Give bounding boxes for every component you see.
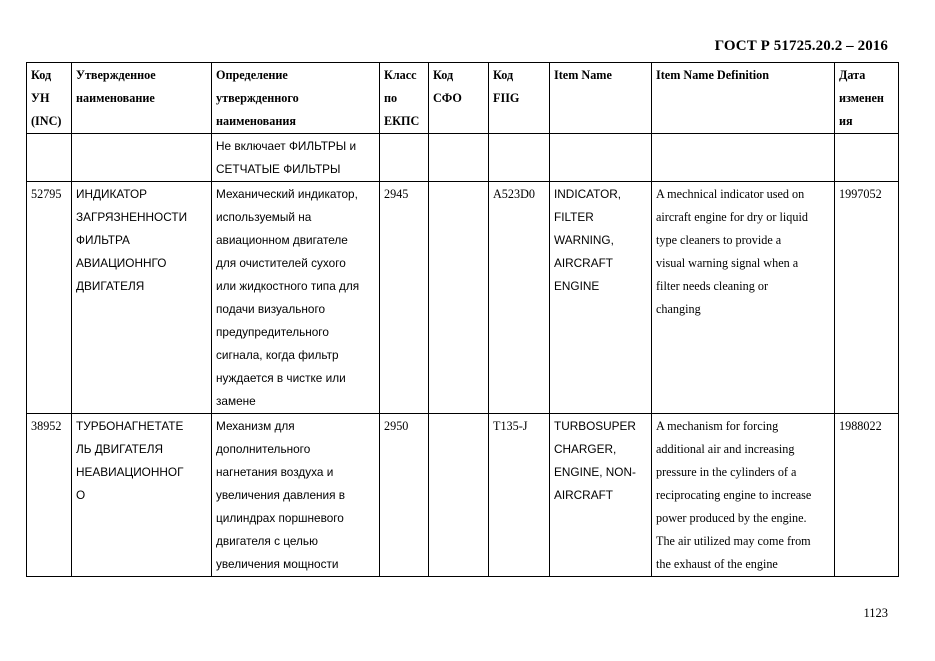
header-inc: Код УН (INC) <box>27 63 72 134</box>
header-sfo: Код СФО <box>429 63 489 134</box>
table-header-row <box>27 63 899 134</box>
cell-definition-en <box>652 134 835 182</box>
header-item-name: Item Name <box>550 63 652 134</box>
cell-inc <box>27 134 72 182</box>
catalog-table <box>26 62 899 577</box>
cell-sfo <box>429 414 489 577</box>
cell-date: 1997052 <box>835 182 899 414</box>
header-approved-name: Утвержденное наименование <box>72 63 212 134</box>
header-item-definition: Item Name Definition <box>652 63 835 134</box>
cell-definition-ru: Механический индикатор, используемый на авиационном двигателе для очистителей сухого или жидкостного типа для подачи визуального предупредительного сигнала, когда фильтр нуждается в чистке или замене <box>212 182 380 414</box>
document-code: ГОСТ Р 51725.20.2 – 2016 <box>714 38 888 54</box>
header-fiig: Код FIIG <box>489 63 550 134</box>
table-row <box>27 414 899 577</box>
cell-sfo <box>429 182 489 414</box>
cell-class: 2950 <box>380 414 429 577</box>
header-date: Дата изменен ия <box>835 63 899 134</box>
cell-item-name: INDICATOR, FILTER WARNING, AIRCRAFT ENGINE <box>550 182 652 414</box>
cell-fiig: T135-J <box>489 414 550 577</box>
cell-inc: 52795 <box>27 182 72 414</box>
cell-definition-en: A mechanism for forcing additional air and increasing pressure in the cylinders of a reciprocating engine to increase power produced by the engine. The air utilized may come from the exhaust of the engine <box>652 414 835 577</box>
header-class: Класс по ЕКПС <box>380 63 429 134</box>
cell-definition-en: A mechnical indicator used on aircraft engine for dry or liquid type cleaners to provide a visual warning signal when a filter needs cleaning or changing <box>652 182 835 414</box>
cell-item-name <box>550 134 652 182</box>
cell-class <box>380 134 429 182</box>
table-row <box>27 134 899 182</box>
table-row <box>27 182 899 414</box>
cell-name-ru <box>72 134 212 182</box>
cell-sfo <box>429 134 489 182</box>
cell-name-ru: ИНДИКАТОР ЗАГРЯЗНЕННОСТИ ФИЛЬТРА АВИАЦИОННГО ДВИГАТЕЛЯ <box>72 182 212 414</box>
cell-definition-ru: Механизм для дополнительного нагнетания воздуха и увеличения давления в цилиндрах поршневого двигателя с целью увеличения мощности <box>212 414 380 577</box>
cell-name-ru: ТУРБОНАГНЕТАТЕ ЛЬ ДВИГАТЕЛЯ НЕАВИАЦИОННОГ О <box>72 414 212 577</box>
cell-class: 2945 <box>380 182 429 414</box>
cell-fiig <box>489 134 550 182</box>
cell-inc: 38952 <box>27 414 72 577</box>
cell-date: 1988022 <box>835 414 899 577</box>
cell-date <box>835 134 899 182</box>
cell-item-name: TURBOSUPER CHARGER, ENGINE, NON- AIRCRAFT <box>550 414 652 577</box>
cell-fiig: A523D0 <box>489 182 550 414</box>
page-number: 1123 <box>863 606 888 620</box>
header-definition: Определение утвержденного наименования <box>212 63 380 134</box>
cell-definition-ru: Не включает ФИЛЬТРЫ и СЕТЧАТЫЕ ФИЛЬТРЫ <box>212 134 380 182</box>
